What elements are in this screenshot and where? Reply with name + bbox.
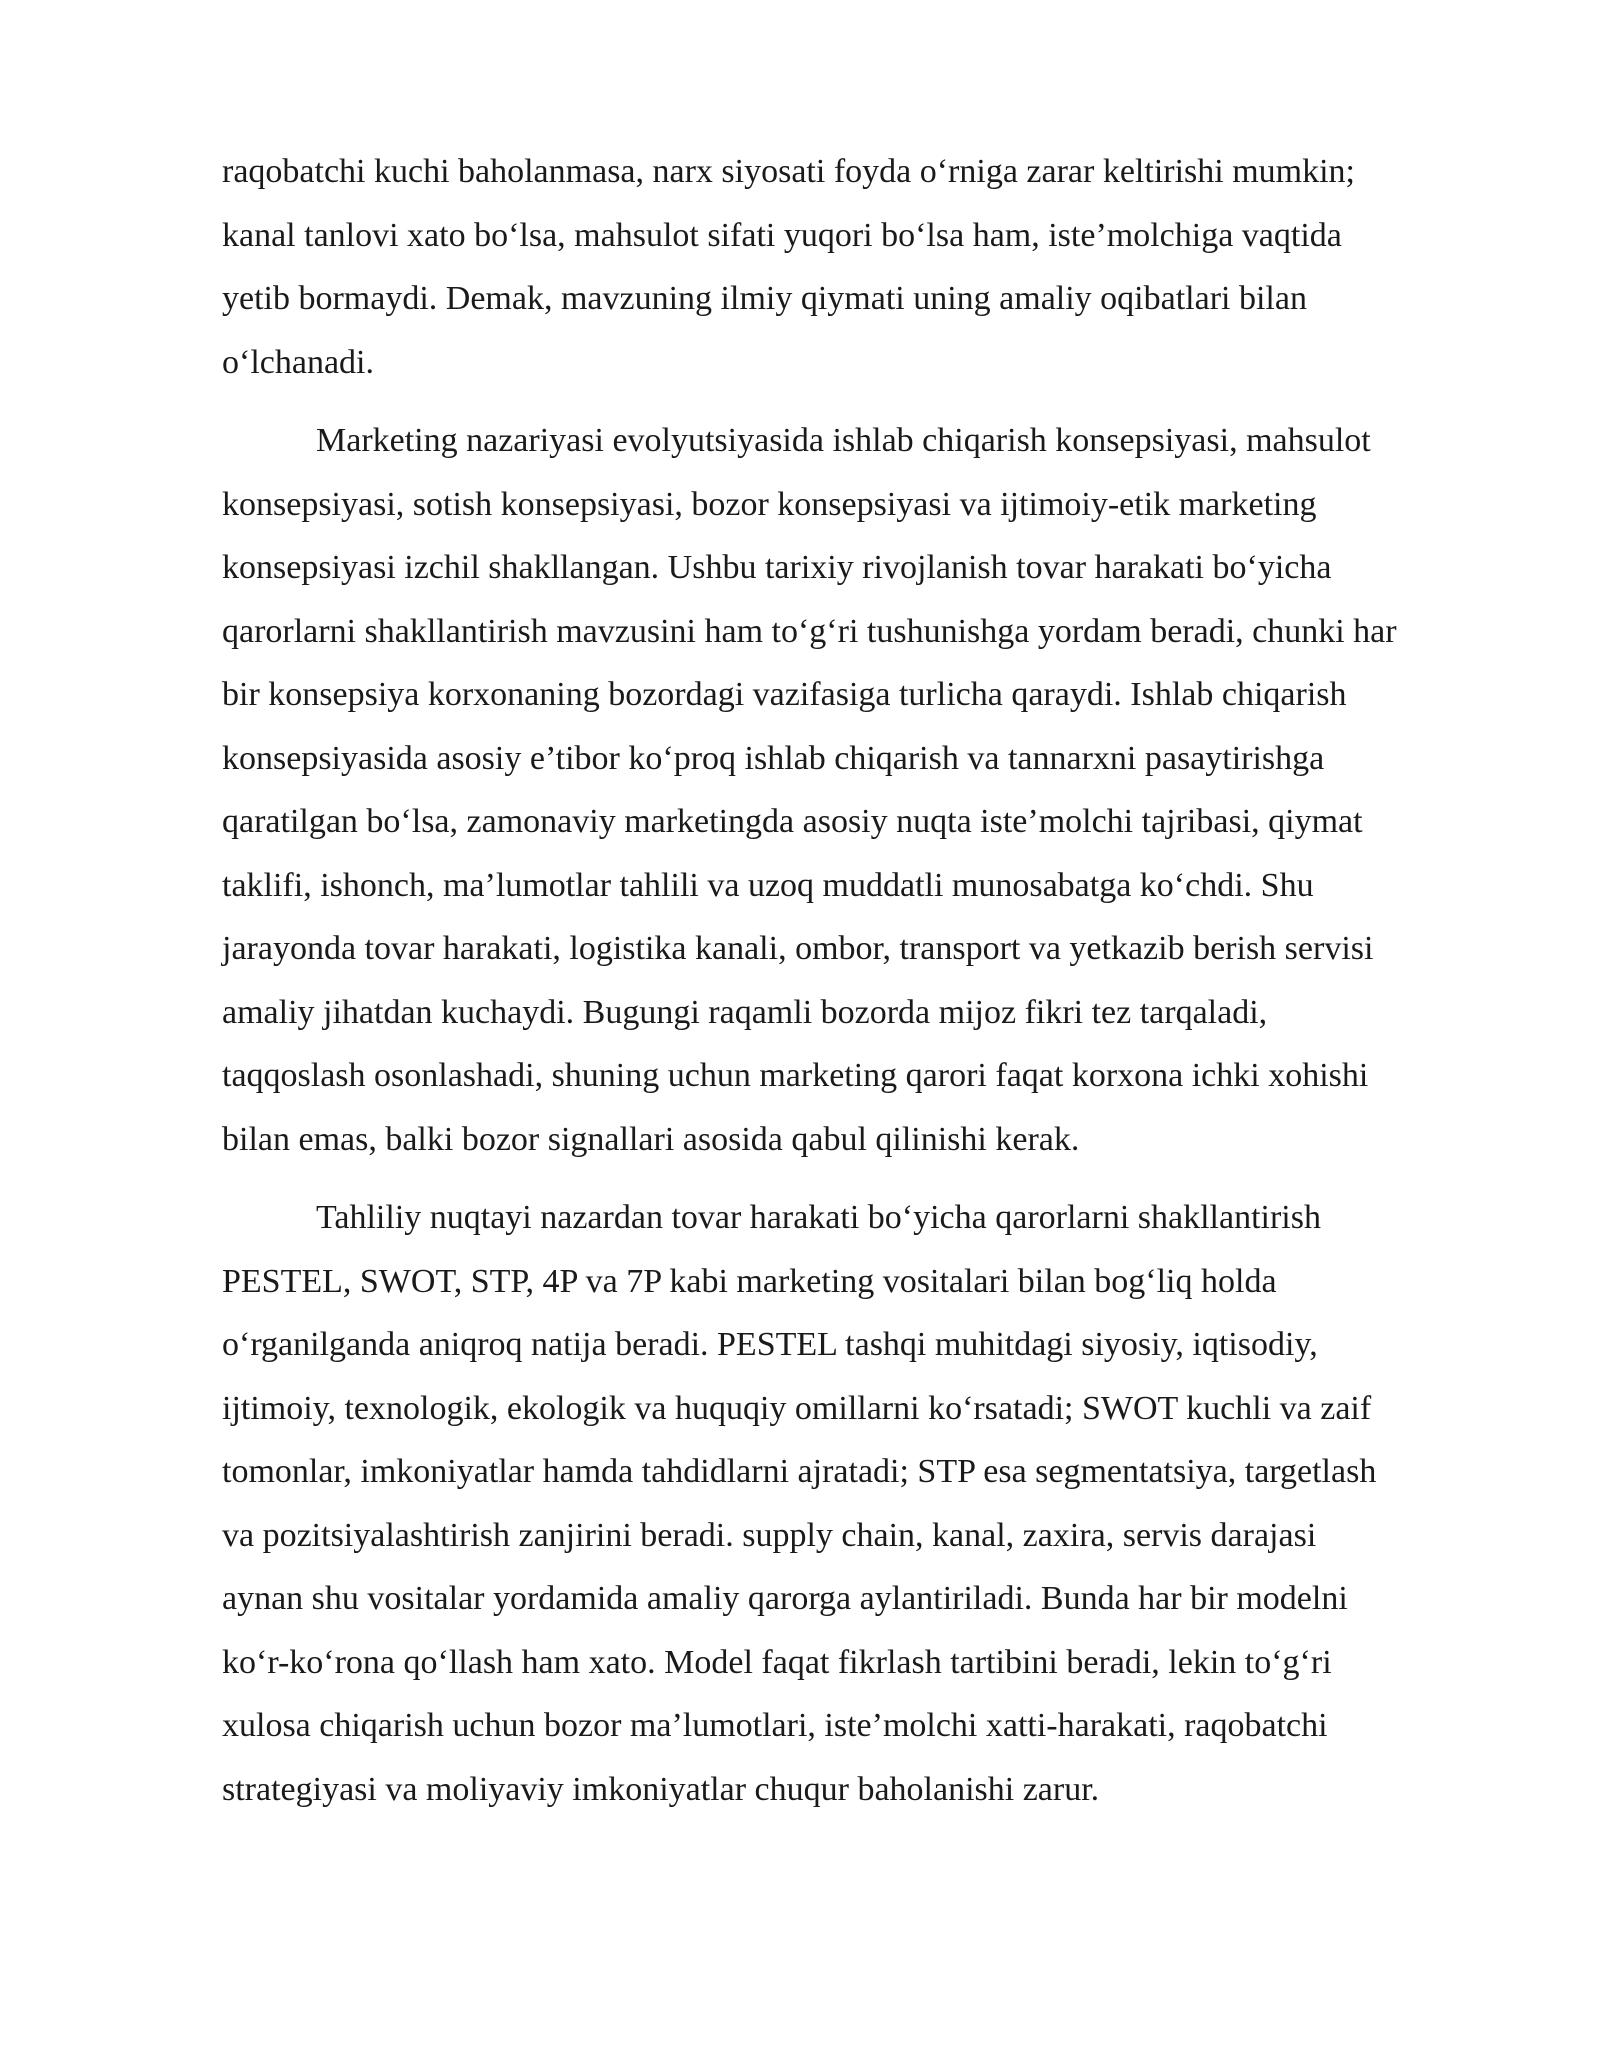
text-line: konsepsiyasi izchil shakllangan. Ushbu tarixiy rivojlanish tovar harakati bo‘yicha	[222, 549, 1332, 586]
text-line: raqobatchi kuchi baholanmasa, narx siyosati foyda o‘rniga zarar keltirishi mumkin;	[222, 153, 1355, 190]
text-line: taklifi, ishonch, ma’lumotlar tahlili va uzoq muddatli munosabatga ko‘chdi. Shu	[222, 866, 1314, 904]
text-line: aynan shu vositalar yordamida amaliy qarorga aylantiriladi. Bunda har bir modelni	[222, 1580, 1348, 1617]
text-line: ijtimoiy, texnologik, ekologik va huquqiy omillarni ko‘rsatadi; SWOT kuchli va zaif	[222, 1389, 1372, 1427]
text-line: kanal tanlovi xato bo‘lsa, mahsulot sifati yuqori bo‘lsa ham, iste’molchiga vaqtida	[222, 216, 1342, 254]
text-line: xulosa chiqarish uchun bozor ma’lumotlari, iste’molchi xatti-harakati, raqobatchi	[222, 1707, 1328, 1744]
text-line: ko‘r-ko‘rona qo‘llash ham xato. Model faqat fikrlash tartibini beradi, lekin to‘g‘ri	[222, 1643, 1332, 1681]
text-line: o‘lchanadi.	[222, 343, 374, 381]
text-line: tomonlar, imkoniyatlar hamda tahdidlarni ajratadi; STP esa segmentatsiya, targetlash	[222, 1453, 1377, 1490]
text-line: qarorlarni shakllantirish mavzusini ham to‘g‘ri tushunishga yordam beradi, chunki har	[222, 612, 1397, 650]
text-line: qaratilgan bo‘lsa, zamonaviy marketingda asosiy nuqta iste’molchi tajribasi, qiymat	[222, 803, 1363, 840]
body-text	[222, 140, 1502, 1836]
text-line: taqqoslash osonlashadi, shuning uchun marketing qarori faqat korxona ichki xohishi	[222, 1057, 1369, 1094]
text-line: Marketing nazariyasi evolyutsiyasida ishlab chiqarish konsepsiyasi, mahsulot	[316, 422, 1371, 459]
text-line: konsepsiyasi, sotish konsepsiyasi, bozor konsepsiyasi va ijtimoiy-etik marketing	[222, 485, 1317, 523]
text-line: yetib bormaydi. Demak, mavzuning ilmiy qiymati uning amaliy oqibatlari bilan	[222, 280, 1307, 317]
text-line: konsepsiyasida asosiy e’tibor ko‘proq ishlab chiqarish va tannarxni pasaytirishga	[222, 739, 1325, 777]
text-line: bilan emas, balki bozor signallari asosida qabul qilinishi kerak.	[222, 1120, 1080, 1158]
paragraph-2	[222, 409, 1502, 1171]
paragraph-1	[222, 140, 1502, 394]
paragraph-3	[222, 1186, 1502, 1821]
text-line: va pozitsiyalashtirish zanjirini beradi. supply chain, kanal, zaxira, servis darajasi	[222, 1516, 1317, 1554]
text-line: o‘rganilganda aniqroq natija beradi. PESTEL tashqi muhitdagi siyosiy, iqtisodiy,	[222, 1326, 1318, 1363]
text-line: Tahliliy nuqtayi nazardan tovar harakati bo‘yicha qarorlarni shakllantirish	[316, 1199, 1321, 1236]
text-line: bir konsepsiya korxonaning bozordagi vazifasiga turlicha qaraydi. Ishlab chiqarish	[222, 676, 1347, 713]
text-line: amaliy jihatdan kuchaydi. Bugungi raqamli bozorda mijoz fikri tez tarqaladi,	[222, 993, 1268, 1031]
text-line: jarayonda tovar harakati, logistika kanali, ombor, transport va yetkazib berish servisi	[222, 930, 1374, 967]
text-line: PESTEL, SWOT, STP, 4P va 7P kabi marketing vositalari bilan bog‘liq holda	[222, 1262, 1277, 1300]
text-line: strategiyasi va moliyaviy imkoniyatlar chuqur baholanishi zarur.	[222, 1770, 1100, 1808]
